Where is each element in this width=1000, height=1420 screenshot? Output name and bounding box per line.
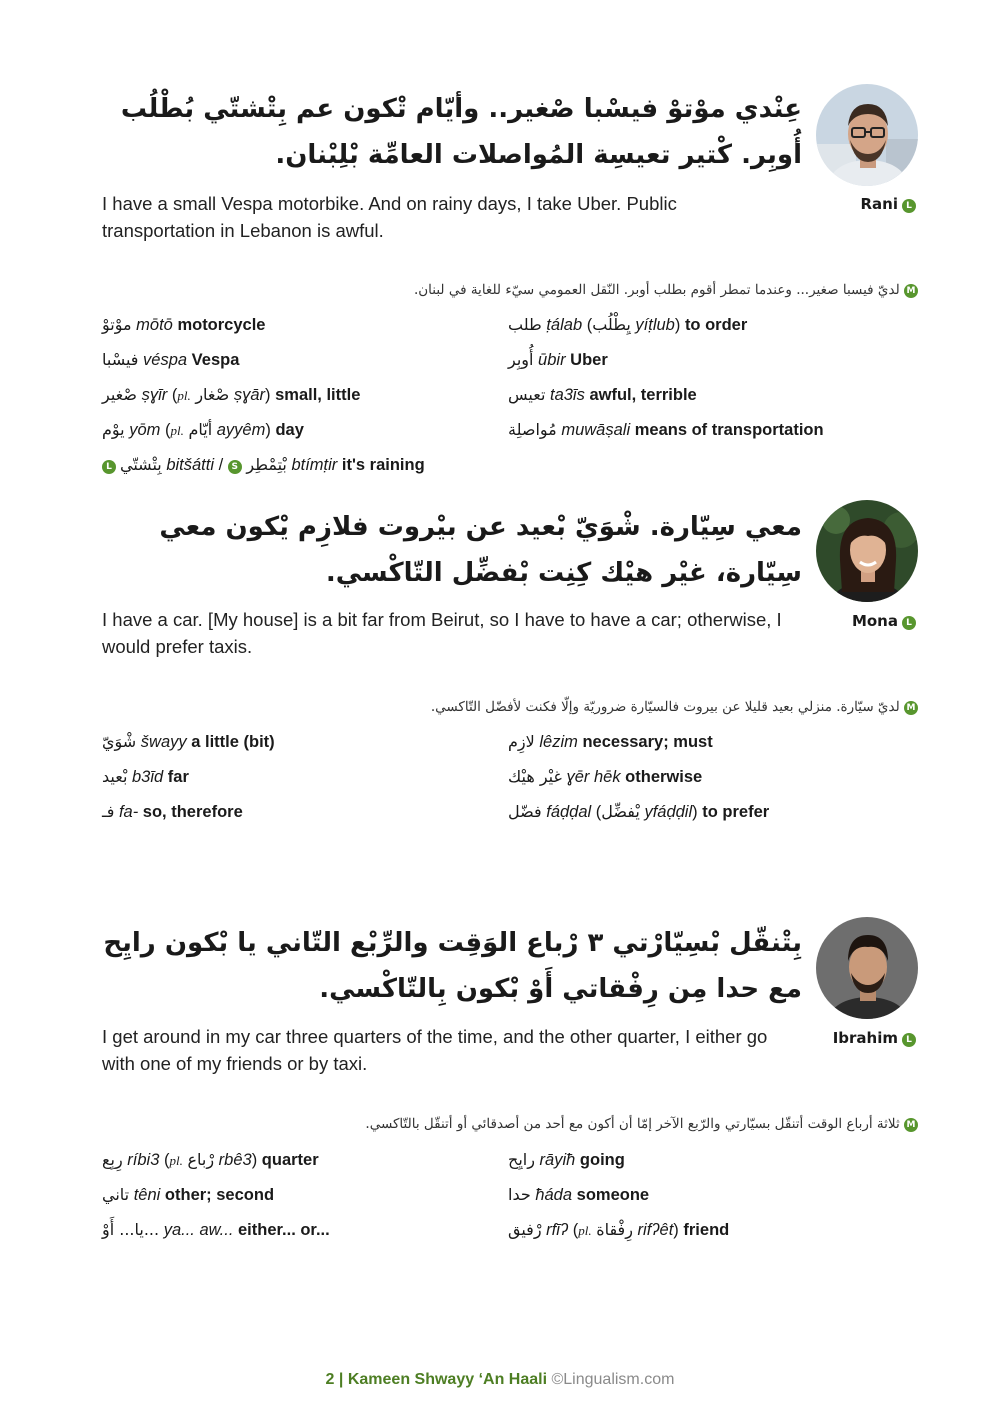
vocab-item: حدا ħáda someone — [508, 1185, 650, 1204]
page-number: 2 — [325, 1371, 335, 1388]
english-translation: I have a small Vespa motorbike. And on rainy days, I take Uber. Public transportation in Lebanon is awful. — [102, 193, 677, 241]
vocabulary-list — [102, 315, 922, 490]
vocab-item: تاني têni other; second — [102, 1185, 275, 1204]
vocab-item: موْتوْ mōtō motorcycle — [102, 315, 266, 334]
vocab-item: رْفيق rfīʔ (pl. رِفْقاة rifʔêt) friend — [508, 1220, 730, 1239]
avatar-rani — [816, 84, 918, 186]
dialect-badge-syrian: S — [228, 460, 242, 474]
vocab-item: بْعيد b3īd far — [102, 767, 189, 786]
book-title: Kameen Shwayy ‘An Haali — [347, 1371, 548, 1388]
dialect-badge-lebanese: L — [902, 616, 916, 630]
dialect-badge-lebanese: L — [902, 199, 916, 213]
english-translation: I get around in my car three quarters of the time, and the other quarter, I either go with one of my friends or by taxi. — [102, 1026, 768, 1074]
speaker-name-mona: Mona L — [800, 612, 916, 630]
english-translation: I have a car. [My house] is a bit far from Beirut, so I have to have a car; otherwise, I would prefer taxis. — [102, 609, 782, 657]
vocab-item: يوْم yōm (pl. أيّام ayyêm) day — [102, 420, 304, 439]
arabic-sentence: بِتْنقّل بْسِيّارْتي ٣ رْباع الوَقِت والرِّبْع التّاني يا بْكون رايِح مع حدا مِن رِفْقاتي أَوْ بْكون بِالتّاكْسي. — [103, 928, 802, 1004]
vocab-item: L بِتْشتّي bitšátti / S بْتِمْطِر btímṭir it's raining — [102, 455, 508, 490]
vocab-item: فضّل fáḍḍal (يْفضِّل yfáḍḍil) to prefer — [508, 802, 770, 821]
vocab-item: لازِم lêzim necessary; must — [508, 732, 713, 751]
msa-translation — [100, 697, 918, 717]
vocab-item: فيسْبا véspa Vespa — [102, 350, 240, 369]
msa-text: لديّ فيسبا صغير... وعندما تمطر أقوم بطلب أوبر. النّقل العمومي سيّء للغاية في لبنان. — [413, 282, 900, 298]
msa-translation — [100, 280, 918, 300]
vocab-item: رايِح rāyiħ going — [508, 1150, 625, 1169]
vocab-item: مُواصلِة muwāṣali means of transportation — [508, 420, 824, 439]
vocabulary-list — [102, 1150, 922, 1255]
vocab-item: غيْر هيْك ɣēr hēk otherwise — [508, 767, 703, 786]
msa-badge: M — [904, 284, 918, 298]
vocab-item: فـ fa- so, therefore — [102, 802, 243, 821]
vocab-item: رِبِع ríbi3 (pl. رْباع rbê3) quarter — [102, 1150, 319, 1169]
vocab-item: طلب ṭálab (يِطْلُب yíṭlub) to order — [508, 315, 748, 334]
msa-text: لديّ سيّارة. منزلي بعيد قليلا عن بيروت فالسيّارة ضروريّة وإلّا فكنت لأفضّل التّاكسي. — [430, 699, 900, 715]
msa-translation — [100, 1114, 918, 1134]
vocab-item: تعيس ta3īs awful, terrible — [508, 385, 697, 404]
arabic-sentence: معي سِيّارة. شْوَيّ بْعيد عن بيْروت فلازِم يْكون معي سِيّارة، غيْر هيْك كِنِت بْفضِّل التّاكْسي. — [159, 512, 802, 588]
speaker-name-ibrahim: Ibrahim L — [800, 1029, 916, 1047]
dialect-badge-lebanese: L — [902, 1033, 916, 1047]
vocab-item: شْوَيّ šwayy a little (bit) — [102, 732, 275, 751]
vocab-item: أُوبِر ūbir Uber — [508, 350, 608, 369]
avatar-ibrahim — [816, 917, 918, 1019]
dialect-badge-lebanese: L — [102, 460, 116, 474]
msa-badge: M — [904, 1118, 918, 1132]
msa-text: ثلاثة أرباع الوقت أتنقّل بسيّارتي والرّبع الآخر إمّا أن أكون مع أحد من أصدقائي أو أتنقّل بالتّاكسي. — [365, 1116, 900, 1132]
copyright-text: ©Lingualism.com — [551, 1371, 675, 1388]
page-footer — [0, 1371, 1000, 1389]
vocabulary-list — [102, 732, 922, 837]
msa-badge: M — [904, 701, 918, 715]
arabic-sentence: عِنْدي موْتوْ فيسْبا صْغير.. وأيّام تْكون عم بِتْشتّي بُطْلُب أُوبِر. كْتير تعيسِة المُواصلات العامِّة بْلِبْنان. — [120, 94, 802, 170]
footer-separator: | — [338, 1371, 344, 1388]
speaker-name-rani: Rani L — [800, 195, 916, 213]
avatar-mona — [816, 500, 918, 602]
vocab-item: يا... أَوْ... ya... aw... either... or... — [102, 1220, 330, 1239]
vocab-item: صْغير ṣɣīr (pl. صْغار ṣɣār) small, little — [102, 385, 361, 404]
